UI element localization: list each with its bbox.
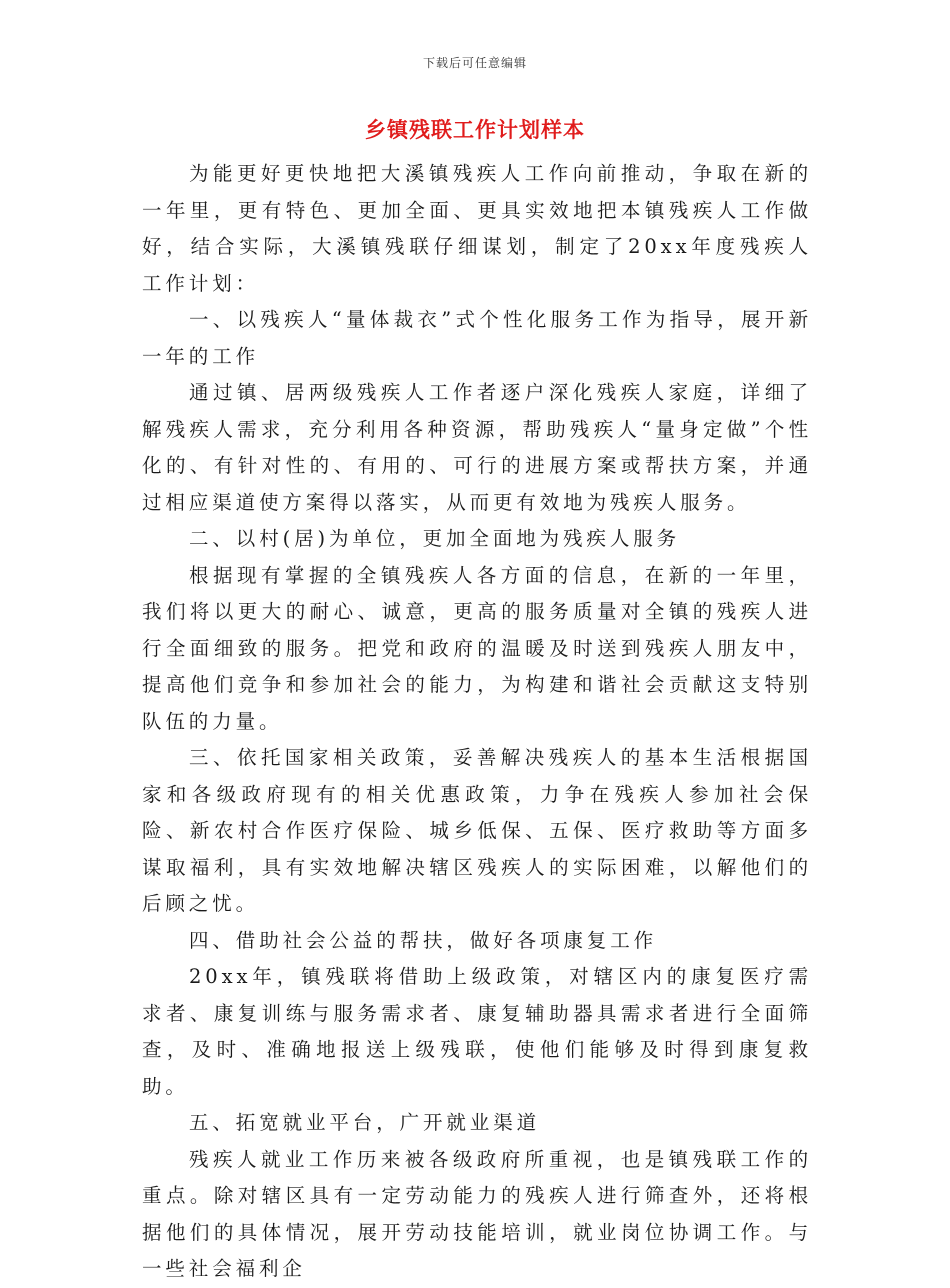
paragraph-section-2: 根据现有掌握的全镇残疾人各方面的信息，在新的一年里，我们将以更大的耐心、诚意，更高的服务质量对全镇的残疾人进行全面细致的服务。把党和政府的温暖及时送到残疾人朋友中，提高他们竞争和参加社会的能力，为构建和谐社会贡献这支特别队伍的力量。 (142, 563, 812, 733)
page-header-note: 下载后可任意编辑 (422, 56, 527, 70)
section-heading-5: 五、拓宽就业平台，广开就业渠道 (189, 1111, 541, 1134)
paragraph-section-4: 20xx年，镇残联将借助上级政策，对辖区内的康复医疗需求者、康复训练与服务需求者、康复辅助器具需求者进行全面筛查，及时、准确地报送上级残联，使他们能够及时得到康复救助。 (142, 965, 812, 1098)
section-heading-2: 二、以村(居)为单位，更加全面地为残疾人服务 (189, 527, 681, 550)
paragraph-section-3: 三、依托国家相关政策，妥善解决残疾人的基本生活根据国家和各级政府现有的相关优惠政策，力争在残疾人参加社会保险、新农村合作医疗保险、城乡低保、五保、医疗救助等方面多谋取福利，具有实效地解决辖区残疾人的实际困难，以解他们的后顾之忧。 (142, 746, 812, 915)
paragraph-section-1: 通过镇、居两级残疾人工作者逐户深化残疾人家庭，详细了解残疾人需求，充分利用各种资源，帮助残疾人“量身定做”个性化的、有针对性的、有用的、可行的进展方案或帮扶方案，并通过相应渠道使方案得以落实，从而更有效地为残疾人服务。 (142, 381, 812, 514)
paragraph-section-5: 残疾人就业工作历来被各级政府所重视，也是镇残联工作的重点。除对辖区具有一定劳动能力的残疾人进行筛查外，还将根据他们的具体情况，展开劳动技能培训，就业岗位协调工作。与一些社会福利企 (142, 1147, 812, 1280)
section-heading-1: 一、以残疾人“量体裁衣”式个性化服务工作为指导，展开新一年的工作 (142, 308, 812, 368)
document-title: 乡镇残联工作计划样本 (365, 117, 585, 142)
section-heading-4: 四、借助社会公益的帮扶，做好各项康复工作 (189, 928, 658, 952)
document-body (142, 156, 812, 1288)
paragraph-intro: 为能更好更快地把大溪镇残疾人工作向前推动，争取在新的一年里，更有特色、更加全面、更具实效地把本镇残疾人工作做好，结合实际，大溪镇残联仔细谋划，制定了20xx年度残疾人工作计划： (142, 162, 812, 295)
